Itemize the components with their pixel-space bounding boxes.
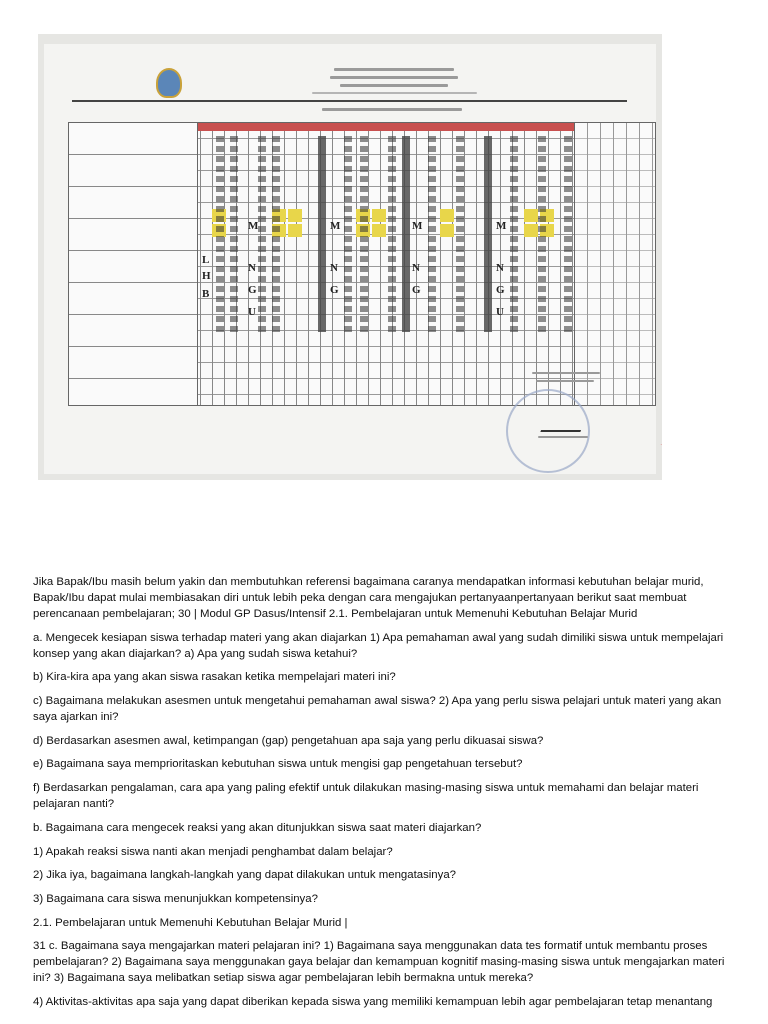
paragraph: b) Kira-kira apa yang akan siswa rasakan ketika mempelajari materi ini?: [33, 671, 396, 684]
paragraph: 1) Apakah reaksi siswa nanti akan menjadi penghambat dalam belajar?: [33, 845, 393, 858]
highlight-cell: [440, 224, 454, 237]
holiday-letter: U: [496, 306, 504, 318]
paragraph: e) Bagaimana saya memprioritaskan kebutuhan siswa untuk mengisi gap pengetahuan tersebut?: [33, 758, 523, 771]
letterhead-line-1: [334, 68, 454, 71]
sheet-letterhead: [72, 62, 627, 114]
holiday-letter: G: [496, 284, 505, 296]
paragraph: c) Bagaimana melakukan asesmen untuk mengetahui pemahaman awal siswa? 2) Apa yang perlu siswa pelajari untuk materi yang akan saya ajarkan ini?: [33, 695, 722, 724]
paragraph: 4) Aktivitas-aktivitas apa saja yang dapat diberikan kepada siswa yang memiliki kemampuan lebih agar pembelajaran tetap menantang: [33, 995, 713, 1008]
signature-column: [510, 136, 518, 332]
paragraph: Jika Bapak/Ibu masih belum yakin dan membutuhkan referensi bagaimana caranya mendapatkan informasi kebutuhan belajar murid, Bapak/Ibu dapat mulai membiasakan diri untuk lebih peka dengan cara mengajukan pertanyaanpertanyaan berikut saat membuat perencanaan pembelajaran; 30 | Modul GP Dasus/Intensif 2.1. Pembelajaran untuk Memenuhi Kebutuhan Belajar Murid: [33, 576, 704, 620]
sunday-column: [402, 136, 410, 332]
holiday-letter: N: [248, 262, 256, 274]
signature-column: [272, 136, 280, 332]
holiday-letter: M: [330, 220, 341, 232]
letterhead-line-3: [340, 84, 448, 87]
attendance-sheet-photo: [38, 34, 662, 480]
holiday-letter: N: [412, 262, 420, 274]
sunday-column: [484, 136, 492, 332]
signature-column: [258, 136, 266, 332]
holiday-letter: G: [248, 284, 257, 296]
date-header-strip: [197, 123, 575, 131]
paragraph: 3) Bagaimana cara siswa menunjukkan kompetensinya?: [33, 892, 318, 905]
holiday-letter: M: [248, 220, 259, 232]
highlight-cell: [288, 224, 302, 237]
signature-column: [216, 136, 224, 332]
holiday-letter: M: [412, 220, 423, 232]
signature-column: [230, 136, 238, 332]
highlight-cell: [372, 224, 386, 237]
red-pen-mark-icon: [660, 444, 662, 480]
letterhead-rule: [72, 100, 627, 102]
signature-column: [456, 136, 464, 332]
document-body: [33, 574, 741, 1018]
holiday-letter: M: [496, 220, 507, 232]
highlight-cell: [372, 209, 386, 222]
absence-reason-columns: [574, 123, 655, 405]
signature-date-line: [532, 372, 600, 374]
holiday-letter: L: [202, 254, 210, 266]
sheet-paper: [44, 44, 656, 474]
highlight-cell: [440, 209, 454, 222]
paragraph: f) Berdasarkan pengalaman, cara apa yang paling efektif untuk dilakukan masing-masing siswa untuk memahami dan belajar materi pelajaran nanti?: [33, 782, 699, 811]
paragraph: 2.1. Pembelajaran untuk Memenuhi Kebutuhan Belajar Murid |: [33, 916, 348, 929]
paragraph: 31 c. Bagaimana saya mengajarkan materi pelajaran ini? 1) Bagaimana saya menggunakan data tes formatif untuk membantu proses pembelajaran? 2) Bagaimana saya menggunakan gaya belajar dan kemampuan kognitif masing-masing siswa untuk mengajarkan materi ini? 3) Bagaimana saya melibatkan setiap siswa agar pembelajaran lebih bermakna untuk mereka?: [33, 940, 725, 985]
headmaster-name-line: [538, 436, 588, 438]
signature-column: [360, 136, 368, 332]
headmaster-signature-icon: [540, 412, 587, 432]
highlight-cell: [288, 209, 302, 222]
holiday-letter: N: [330, 262, 338, 274]
holiday-letter: B: [202, 288, 210, 300]
holiday-letter: U: [248, 306, 256, 318]
paragraph: a. Mengecek kesiapan siswa terhadap materi yang akan diajarkan 1) Apa pemahaman awal yang sudah dimiliki siswa untuk mempelajari konsep yang akan diajarkan? a) Apa yang sudah siswa ketahui?: [33, 631, 724, 660]
signature-column: [344, 136, 352, 332]
holiday-letter: H: [202, 270, 211, 282]
signature-column: [428, 136, 436, 332]
paragraph: d) Berdasarkan asesmen awal, ketimpangan (gap) pengetahuan apa saja yang perlu dikuasai siswa?: [33, 734, 544, 747]
holiday-letter: N: [496, 262, 504, 274]
sunday-column: [318, 136, 326, 332]
holiday-letter: G: [412, 284, 421, 296]
paragraph: 2) Jika iya, bagaimana langkah-langkah yang dapat dilakukan untuk mengatasinya?: [33, 869, 456, 882]
signature-column: [538, 136, 546, 332]
signature-role-line: [536, 380, 594, 382]
signature-column: [388, 136, 396, 332]
letterhead-line-2: [330, 76, 458, 79]
signature-column: [564, 136, 572, 332]
teacher-name-column: [69, 123, 198, 405]
letterhead-address: [312, 92, 477, 94]
regency-logo-icon: [156, 68, 182, 98]
sheet-title-line: [322, 108, 462, 111]
highlight-cell: [524, 224, 538, 237]
highlight-cell: [524, 209, 538, 222]
holiday-letter: G: [330, 284, 339, 296]
paragraph: b. Bagaimana cara mengecek reaksi yang akan ditunjukkan siswa saat materi diajarkan?: [33, 821, 482, 834]
